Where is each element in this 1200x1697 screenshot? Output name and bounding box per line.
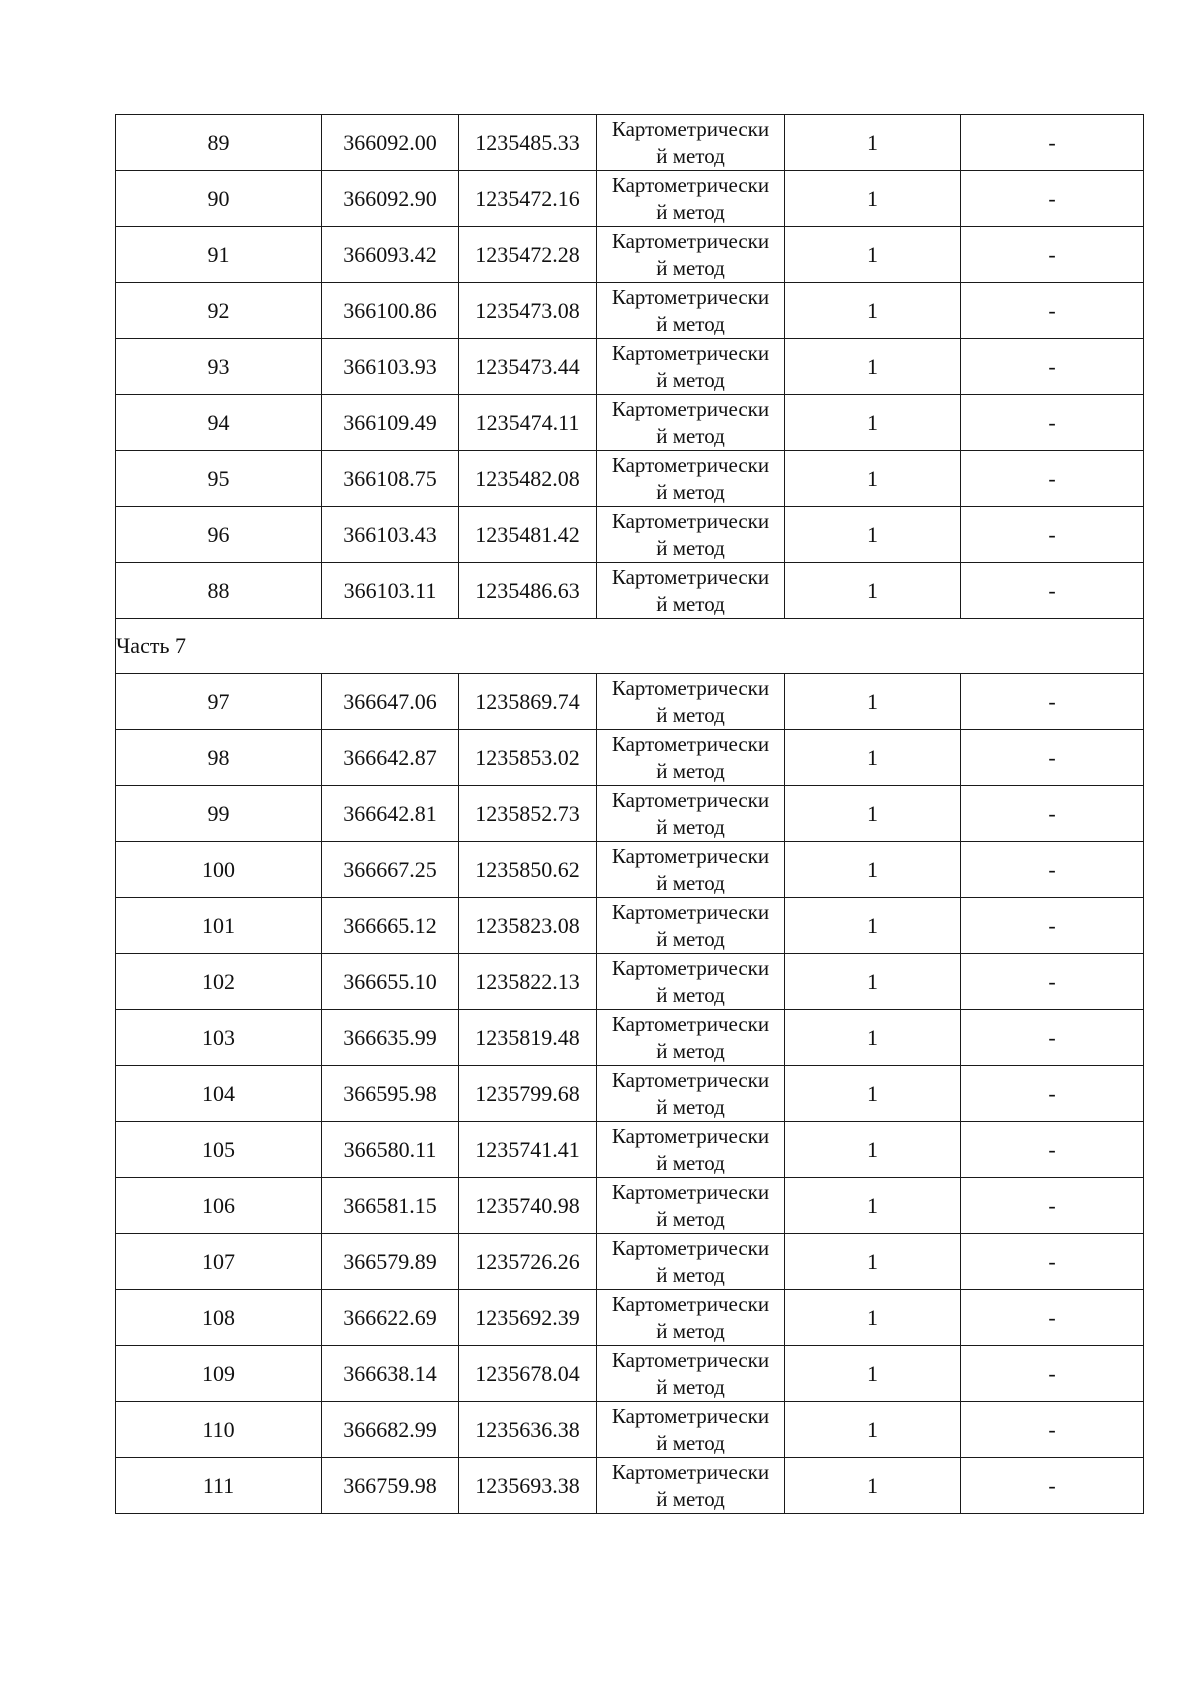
accuracy-cell: 1 [785, 898, 961, 954]
point-number-cell: 108 [116, 1290, 322, 1346]
x-coordinate-cell: 366103.93 [322, 339, 459, 395]
method-text-line2: й метод [656, 368, 725, 392]
method-text-line1: Картометрически [611, 1236, 770, 1260]
point-number-cell: 103 [116, 1010, 322, 1066]
table-row [116, 227, 1144, 283]
method-text-line1: Картометрически [611, 676, 770, 700]
x-coordinate-cell: 366579.89 [322, 1234, 459, 1290]
table-row [116, 1178, 1144, 1234]
y-coordinate-cell: 1235473.08 [459, 283, 597, 339]
x-coordinate-cell: 366100.86 [322, 283, 459, 339]
method-text-line1: Картометрически [611, 1124, 770, 1148]
accuracy-cell: 1 [785, 1290, 961, 1346]
method-text-line1: Картометрически [611, 453, 770, 477]
note-cell: - [961, 1458, 1144, 1514]
y-coordinate-cell: 1235636.38 [459, 1402, 597, 1458]
method-cell [597, 1402, 785, 1458]
method-text-line1: Картометрически [611, 1404, 770, 1428]
method-cell [597, 1234, 785, 1290]
method-text-line2: й метод [656, 703, 725, 727]
method-text-line1: Картометрически [611, 956, 770, 980]
note-cell: - [961, 786, 1144, 842]
point-number-cell: 97 [116, 674, 322, 730]
method-cell [597, 283, 785, 339]
method-text-line2: й метод [656, 1095, 725, 1119]
point-number-cell: 95 [116, 451, 322, 507]
table-row [116, 1066, 1144, 1122]
method-text-line1: Картометрически [611, 397, 770, 421]
x-coordinate-cell: 366655.10 [322, 954, 459, 1010]
table-row [116, 1402, 1144, 1458]
method-text-line2: й метод [656, 1039, 725, 1063]
table-row [116, 507, 1144, 563]
method-cell [597, 954, 785, 1010]
method-text-line2: й метод [656, 200, 725, 224]
y-coordinate-cell: 1235740.98 [459, 1178, 597, 1234]
table-row [116, 730, 1144, 786]
y-coordinate-cell: 1235852.73 [459, 786, 597, 842]
method-text-line1: Картометрически [611, 732, 770, 756]
accuracy-cell: 1 [785, 283, 961, 339]
point-number-cell: 90 [116, 171, 322, 227]
x-coordinate-cell: 366092.90 [322, 171, 459, 227]
note-cell: - [961, 674, 1144, 730]
accuracy-cell: 1 [785, 395, 961, 451]
accuracy-cell: 1 [785, 171, 961, 227]
accuracy-cell: 1 [785, 1178, 961, 1234]
method-cell [597, 1346, 785, 1402]
method-cell [597, 1458, 785, 1514]
y-coordinate-cell: 1235692.39 [459, 1290, 597, 1346]
method-text-line2: й метод [656, 1263, 725, 1287]
table-row [116, 171, 1144, 227]
accuracy-cell: 1 [785, 1346, 961, 1402]
table-row [116, 1234, 1144, 1290]
y-coordinate-cell: 1235472.28 [459, 227, 597, 283]
accuracy-cell: 1 [785, 1234, 961, 1290]
table-row [116, 339, 1144, 395]
method-cell [597, 1178, 785, 1234]
method-text-line2: й метод [656, 1151, 725, 1175]
note-cell: - [961, 451, 1144, 507]
y-coordinate-cell: 1235693.38 [459, 1458, 597, 1514]
method-text-line1: Картометрически [611, 565, 770, 589]
section-row [116, 619, 1144, 674]
point-number-cell: 88 [116, 563, 322, 619]
accuracy-cell: 1 [785, 1458, 961, 1514]
table-row [116, 1290, 1144, 1346]
method-cell [597, 730, 785, 786]
method-cell [597, 1066, 785, 1122]
method-text-line1: Картометрически [611, 1012, 770, 1036]
method-text-line1: Картометрически [611, 788, 770, 812]
x-coordinate-cell: 366647.06 [322, 674, 459, 730]
point-number-cell: 104 [116, 1066, 322, 1122]
note-cell: - [961, 339, 1144, 395]
x-coordinate-cell: 366108.75 [322, 451, 459, 507]
method-text-line1: Картометрически [611, 1460, 770, 1484]
accuracy-cell: 1 [785, 1066, 961, 1122]
x-coordinate-cell: 366581.15 [322, 1178, 459, 1234]
method-text-line1: Картометрически [611, 509, 770, 533]
x-coordinate-cell: 366665.12 [322, 898, 459, 954]
method-text-line2: й метод [656, 256, 725, 280]
method-text-line2: й метод [656, 592, 725, 616]
method-cell [597, 1290, 785, 1346]
accuracy-cell: 1 [785, 786, 961, 842]
method-text-line1: Картометрически [611, 844, 770, 868]
method-cell [597, 395, 785, 451]
method-text-line2: й метод [656, 1431, 725, 1455]
method-text-line2: й метод [656, 536, 725, 560]
method-text-line2: й метод [656, 871, 725, 895]
method-text-line2: й метод [656, 1207, 725, 1231]
x-coordinate-cell: 366635.99 [322, 1010, 459, 1066]
method-text-line1: Картометрически [611, 173, 770, 197]
point-number-cell: 101 [116, 898, 322, 954]
y-coordinate-cell: 1235869.74 [459, 674, 597, 730]
y-coordinate-cell: 1235823.08 [459, 898, 597, 954]
point-number-cell: 100 [116, 842, 322, 898]
table-row [116, 1122, 1144, 1178]
method-cell [597, 842, 785, 898]
method-cell [597, 674, 785, 730]
coordinates-table-body [116, 115, 1144, 1514]
method-cell [597, 563, 785, 619]
point-number-cell: 102 [116, 954, 322, 1010]
note-cell: - [961, 227, 1144, 283]
point-number-cell: 96 [116, 507, 322, 563]
y-coordinate-cell: 1235799.68 [459, 1066, 597, 1122]
note-cell: - [961, 283, 1144, 339]
method-text-line2: й метод [656, 983, 725, 1007]
accuracy-cell: 1 [785, 227, 961, 283]
note-cell: - [961, 1234, 1144, 1290]
x-coordinate-cell: 366595.98 [322, 1066, 459, 1122]
note-cell: - [961, 898, 1144, 954]
y-coordinate-cell: 1235741.41 [459, 1122, 597, 1178]
note-cell: - [961, 115, 1144, 171]
note-cell: - [961, 507, 1144, 563]
accuracy-cell: 1 [785, 1122, 961, 1178]
accuracy-cell: 1 [785, 339, 961, 395]
table-row [116, 1346, 1144, 1402]
method-text-line1: Картометрически [611, 229, 770, 253]
accuracy-cell: 1 [785, 115, 961, 171]
y-coordinate-cell: 1235472.16 [459, 171, 597, 227]
method-cell [597, 1010, 785, 1066]
y-coordinate-cell: 1235473.44 [459, 339, 597, 395]
point-number-cell: 99 [116, 786, 322, 842]
method-text-line2: й метод [656, 927, 725, 951]
x-coordinate-cell: 366092.00 [322, 115, 459, 171]
table-row [116, 283, 1144, 339]
accuracy-cell: 1 [785, 507, 961, 563]
y-coordinate-cell: 1235822.13 [459, 954, 597, 1010]
method-text-line2: й метод [656, 815, 725, 839]
method-text-line2: й метод [656, 1487, 725, 1511]
method-cell [597, 227, 785, 283]
x-coordinate-cell: 366759.98 [322, 1458, 459, 1514]
note-cell: - [961, 730, 1144, 786]
table-row [116, 954, 1144, 1010]
method-cell [597, 786, 785, 842]
table-row [116, 395, 1144, 451]
y-coordinate-cell: 1235474.11 [459, 395, 597, 451]
table-row [116, 451, 1144, 507]
accuracy-cell: 1 [785, 1010, 961, 1066]
point-number-cell: 92 [116, 283, 322, 339]
section-title: Часть 7 [116, 619, 1144, 674]
point-number-cell: 91 [116, 227, 322, 283]
point-number-cell: 105 [116, 1122, 322, 1178]
method-text-line1: Картометрически [611, 1068, 770, 1092]
method-text-line1: Картометрически [611, 285, 770, 309]
y-coordinate-cell: 1235482.08 [459, 451, 597, 507]
note-cell: - [961, 1010, 1144, 1066]
method-text-line2: й метод [656, 1375, 725, 1399]
table-row [116, 786, 1144, 842]
table-row [116, 842, 1144, 898]
accuracy-cell: 1 [785, 954, 961, 1010]
method-text-line2: й метод [656, 480, 725, 504]
x-coordinate-cell: 366682.99 [322, 1402, 459, 1458]
method-text-line2: й метод [656, 759, 725, 783]
note-cell: - [961, 1346, 1144, 1402]
x-coordinate-cell: 366580.11 [322, 1122, 459, 1178]
point-number-cell: 107 [116, 1234, 322, 1290]
table-row [116, 1458, 1144, 1514]
x-coordinate-cell: 366667.25 [322, 842, 459, 898]
note-cell: - [961, 171, 1144, 227]
point-number-cell: 93 [116, 339, 322, 395]
method-text-line1: Картометрически [611, 1348, 770, 1372]
method-cell [597, 1122, 785, 1178]
y-coordinate-cell: 1235850.62 [459, 842, 597, 898]
y-coordinate-cell: 1235485.33 [459, 115, 597, 171]
method-text-line1: Картометрически [611, 341, 770, 365]
point-number-cell: 98 [116, 730, 322, 786]
x-coordinate-cell: 366109.49 [322, 395, 459, 451]
note-cell: - [961, 842, 1144, 898]
x-coordinate-cell: 366093.42 [322, 227, 459, 283]
note-cell: - [961, 1066, 1144, 1122]
y-coordinate-cell: 1235819.48 [459, 1010, 597, 1066]
note-cell: - [961, 1290, 1144, 1346]
y-coordinate-cell: 1235481.42 [459, 507, 597, 563]
method-cell [597, 115, 785, 171]
method-text-line1: Картометрически [611, 1180, 770, 1204]
note-cell: - [961, 563, 1144, 619]
table-row [116, 115, 1144, 171]
x-coordinate-cell: 366642.87 [322, 730, 459, 786]
method-cell [597, 171, 785, 227]
coordinates-table [115, 114, 1144, 1514]
x-coordinate-cell: 366638.14 [322, 1346, 459, 1402]
method-cell [597, 898, 785, 954]
table-row [116, 563, 1144, 619]
point-number-cell: 94 [116, 395, 322, 451]
accuracy-cell: 1 [785, 730, 961, 786]
x-coordinate-cell: 366642.81 [322, 786, 459, 842]
y-coordinate-cell: 1235486.63 [459, 563, 597, 619]
y-coordinate-cell: 1235726.26 [459, 1234, 597, 1290]
x-coordinate-cell: 366622.69 [322, 1290, 459, 1346]
method-text-line1: Картометрически [611, 117, 770, 141]
table-row [116, 674, 1144, 730]
accuracy-cell: 1 [785, 451, 961, 507]
x-coordinate-cell: 366103.11 [322, 563, 459, 619]
method-text-line1: Картометрически [611, 900, 770, 924]
y-coordinate-cell: 1235853.02 [459, 730, 597, 786]
note-cell: - [961, 954, 1144, 1010]
method-text-line2: й метод [656, 424, 725, 448]
accuracy-cell: 1 [785, 842, 961, 898]
point-number-cell: 111 [116, 1458, 322, 1514]
table-row [116, 1010, 1144, 1066]
accuracy-cell: 1 [785, 1402, 961, 1458]
point-number-cell: 106 [116, 1178, 322, 1234]
method-text-line2: й метод [656, 1319, 725, 1343]
note-cell: - [961, 1178, 1144, 1234]
table-row [116, 898, 1144, 954]
note-cell: - [961, 1402, 1144, 1458]
method-text-line2: й метод [656, 144, 725, 168]
accuracy-cell: 1 [785, 563, 961, 619]
y-coordinate-cell: 1235678.04 [459, 1346, 597, 1402]
x-coordinate-cell: 366103.43 [322, 507, 459, 563]
point-number-cell: 110 [116, 1402, 322, 1458]
method-text-line2: й метод [656, 312, 725, 336]
method-cell [597, 507, 785, 563]
point-number-cell: 109 [116, 1346, 322, 1402]
method-text-line1: Картометрически [611, 1292, 770, 1316]
note-cell: - [961, 395, 1144, 451]
point-number-cell: 89 [116, 115, 322, 171]
note-cell: - [961, 1122, 1144, 1178]
accuracy-cell: 1 [785, 674, 961, 730]
method-cell [597, 339, 785, 395]
method-cell [597, 451, 785, 507]
